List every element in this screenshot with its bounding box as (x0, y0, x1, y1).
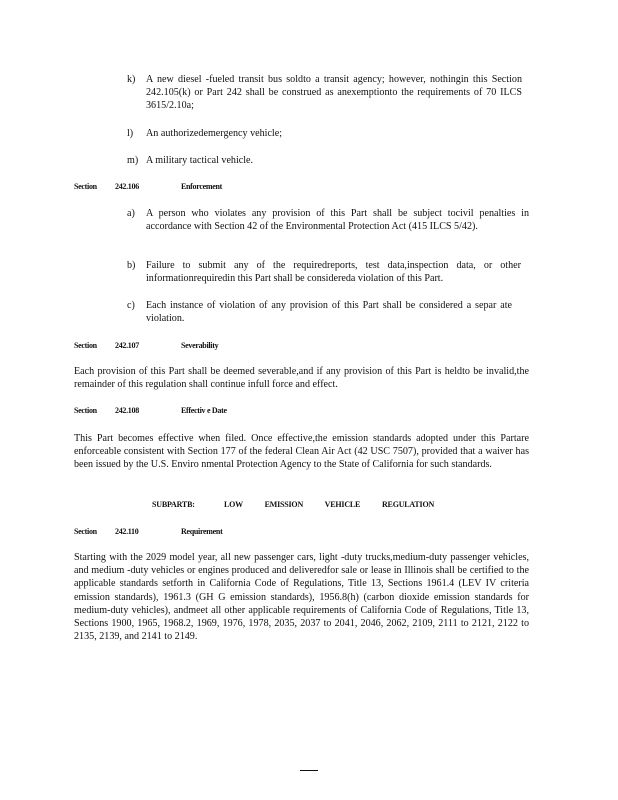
list-marker: a) (127, 208, 135, 219)
section-body: Starting with the 2029 model year, all new passenger cars, light -duty trucks,medium-duty passenger vehicles, and medium -duty vehicles or engines produced and deliveredfor sale or lease in Illinois shall be certified to the applicable standards setforth in California Code of Regulations, Title 13, Sections 1961.4 (LEV IV criteria emission standards), 1961.3 (GH G emission standards), 1956.8(h) (carbon dioxide emission standards for medium-duty vehicles), andmeet all other applicable requirements of California Code of Regulations, Title 13, Sections 1900, 1965, 1968.2, 1969, 1976, 1978, 2035, 2037 to 2041, 2046, 2062, 2109, 2111 to 2121, 2122 to 2135, 2139, and 2141 to 2149. (74, 552, 529, 643)
subpart-title: LOW EMISSION VEHICLE REGULATION (224, 500, 435, 509)
section-title: Enforcement (181, 182, 222, 191)
list-marker: c) (127, 300, 135, 311)
list-item-text: A new diesel -fueled transit bus soldto a transit agency; however, nothingin this Section 242.105(k) or Part 242 shall be construed as anexemptionto the requirements of 70 ILCS 3615/2.10a; (146, 74, 522, 112)
section-heading (74, 341, 374, 351)
section-title: Requirement (181, 527, 223, 536)
section-heading (74, 527, 374, 537)
section-heading (74, 182, 374, 192)
section-body: Each provision of this Part shall be deemed severable,and if any provision of this Part is heldto be invalid,the remainder of this regulation shall continue infull force and effect. (74, 366, 529, 391)
section-number: 242.106 (115, 182, 139, 191)
list-marker: k) (127, 74, 136, 85)
list-item-text: Failure to submit any of the requiredreports, test data,inspection data, or other informationrequiredin this Part shall be considereda violation of this Part. (146, 260, 521, 285)
section-body: This Part becomes effective when filed. Once effective,the emission standards adopted under this Partare enforceable consistent with Section 177 of the federal Clean Air Act (42 USC 7507), provided that a waiver has been issued by the U.S. Enviro nmental Protection Agency to the State of California for such standards. (74, 433, 529, 471)
section-number: 242.107 (115, 341, 139, 350)
list-item-text: A military tactical vehicle. (146, 155, 254, 166)
section-number: 242.110 (115, 527, 139, 536)
section-title: Severability (181, 341, 219, 350)
list-marker: m) (127, 155, 139, 166)
section-heading (74, 406, 374, 416)
list-item-text: An authorizedemergency vehicle; (146, 128, 283, 139)
list-marker: b) (127, 260, 136, 271)
section-number: 242.108 (115, 406, 139, 415)
list-item-text: Each instance of violation of any provision of this Part shall be considered a separ ate violation. (146, 300, 512, 325)
section-title: Effectiv e Date (181, 406, 227, 415)
section-label: Section (74, 406, 97, 415)
list-item-text: A person who violates any provision of this Part shall be subject tocivil penalties in accordance with Section 42 of the Environmental Protection Act (415 ILCS 5/42). (146, 208, 529, 233)
list-marker: l) (127, 128, 134, 139)
section-label: Section (74, 182, 97, 191)
subpart-label: SUBPARTB: (152, 500, 195, 509)
section-label: Section (74, 527, 97, 536)
section-label: Section (74, 341, 97, 350)
footer-page-line (300, 770, 318, 771)
